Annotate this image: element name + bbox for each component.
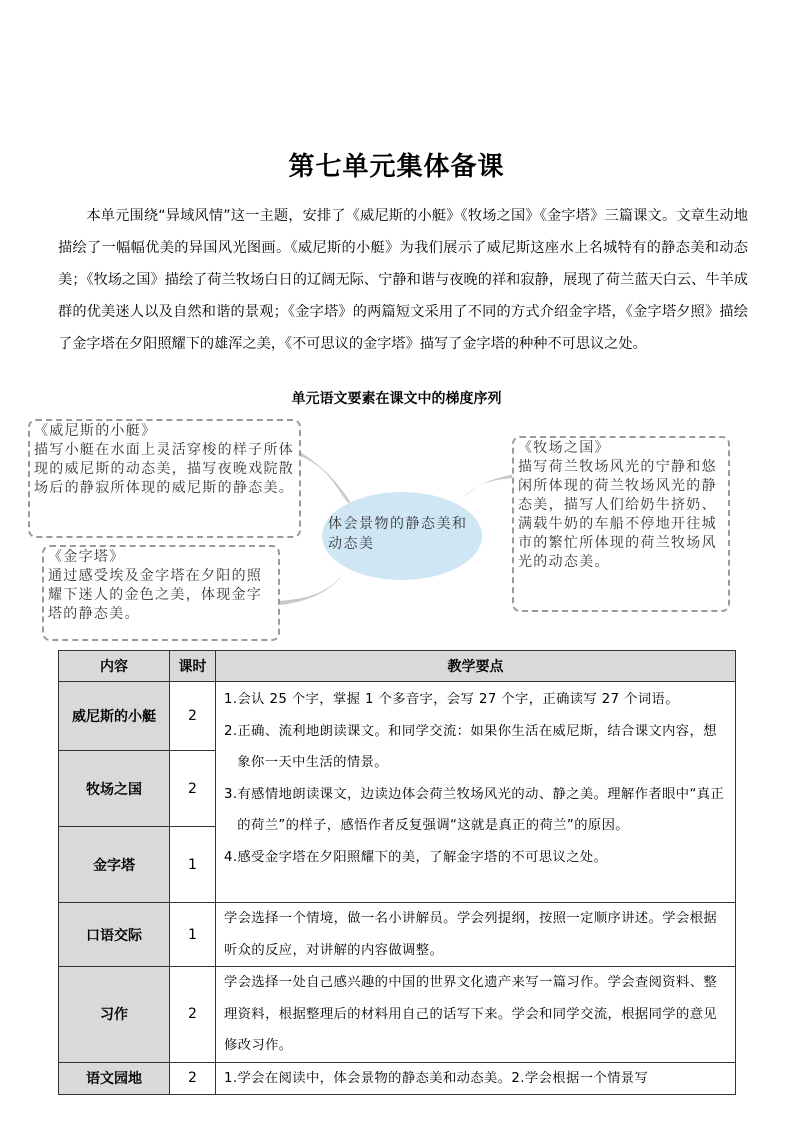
connector-venice xyxy=(300,452,352,505)
pasture-title: 《牧场之国》 xyxy=(518,440,610,456)
point-4: 4.感受金字塔在夕阳照耀下的美，了解金字塔的不可思议之处。 xyxy=(224,849,608,865)
row-name: 习作 xyxy=(59,967,170,1063)
table-row xyxy=(59,1062,736,1095)
row-points xyxy=(216,682,736,903)
mindmap-center: 体会景物的静态美和动态美 xyxy=(322,492,482,580)
venice-text: 描写小艇在水面上灵活穿梭的样子所体现的威尼斯的动态美，描写夜晚戏院散场后的静寂所体现的威尼斯的静态美。 xyxy=(34,442,295,496)
mindmap-box-pasture xyxy=(512,436,730,612)
connector-pyramid xyxy=(280,572,345,605)
mindmap-heading: 单元语文要素在课文中的梯度序列 xyxy=(291,391,502,407)
header-hours: 课时 xyxy=(170,651,216,682)
row-hours: 2 xyxy=(170,751,216,827)
row-points: 学会选择一处自己感兴趣的中国的世界文化遗产来写一篇习作。学会查阅资料、整理资料，根据整理后的材料用自己的话写下来。学会和同学交流，根据同学的意见修改习作。 xyxy=(216,967,736,1063)
row-hours: 2 xyxy=(170,967,216,1063)
row-hours: 2 xyxy=(170,1062,216,1095)
point-3: 3.有感情地朗读课文，边读边体会荷兰牧场风光的动、静之美。理解作者眼中“真正的荷兰”的样子，感悟作者反复强调“这就是真正的荷兰”的原因。 xyxy=(224,786,725,833)
table-row xyxy=(59,967,736,1063)
row-name: 牧场之国 xyxy=(59,751,170,827)
row-name: 金字塔 xyxy=(59,827,170,903)
row-name: 语文园地 xyxy=(59,1062,170,1095)
intro-paragraph: 本单元围绕“异域风情”这一主题，安排了《威尼斯的小艇》《牧场之国》《金字塔》三篇课文。文章生动地描绘了一幅幅优美的异国风光图画。《威尼斯的小艇》为我们展示了威尼斯这座水上名城特有的静态美和动态美；《牧场之国》描绘了荷兰牧场白日的辽阔无际、宁静和谐与夜晚的祥和寂静，展现了荷兰蓝天白云、牛羊成群的优美迷人以及自然和谐的景观；《金字塔》的两篇短文采用了不同的方式介绍金字塔，《金字塔夕照》描绘了金字塔在夕阳照耀下的雄浑之美，《不可思议的金字塔》描写了金字塔的种种不可思议之处。 xyxy=(58,208,748,352)
row-name: 威尼斯的小艇 xyxy=(59,682,170,751)
teaching-plan-table xyxy=(58,650,736,1095)
header-points: 教学要点 xyxy=(216,651,736,682)
venice-title: 《威尼斯的小艇》 xyxy=(34,423,157,439)
mindmap-box-pyramid xyxy=(42,545,280,641)
pyramid-title: 《金字塔》 xyxy=(48,549,125,565)
header-content: 内容 xyxy=(59,651,170,682)
connector-pasture xyxy=(458,474,515,505)
row-hours: 1 xyxy=(170,903,216,967)
row-points: 学会选择一个情境，做一名小讲解员。学会列提纲，按照一定顺序讲述。学会根据听众的反应，对讲解的内容做调整。 xyxy=(216,903,736,967)
pasture-text: 描写荷兰牧场风光的宁静和悠闲所体现的荷兰牧场风光的静态美，描写人们给奶牛挤奶、满载牛奶的车船不停地开往城市的繁忙所体现的荷兰牧场风光的动态美。 xyxy=(518,459,717,570)
table-row xyxy=(59,903,736,967)
pyramid-text: 通过感受埃及金字塔在夕阳的照耀下迷人的金色之美，体现金字塔的静态美。 xyxy=(48,568,263,622)
row-hours: 1 xyxy=(170,827,216,903)
row-points: 1.学会在阅读中，体会景物的静态美和动态美。2.学会根据一个情景写 xyxy=(216,1062,736,1095)
mindmap-box-venice xyxy=(28,419,301,538)
point-1: 1.会认 25 个字，掌握 1 个多音字，会写 27 个字，正确读写 27 个词语。 xyxy=(224,692,679,707)
page-title: 第七单元集体备课 xyxy=(288,152,505,182)
table-row xyxy=(59,682,736,751)
table-header-row xyxy=(59,651,736,682)
row-name: 口语交际 xyxy=(59,903,170,967)
point-2: 2.正确、流利地朗读课文。和同学交流：如果你生活在威尼斯，结合课文内容，想象你一天中生活的情景。 xyxy=(224,723,717,770)
row-hours: 2 xyxy=(170,682,216,751)
